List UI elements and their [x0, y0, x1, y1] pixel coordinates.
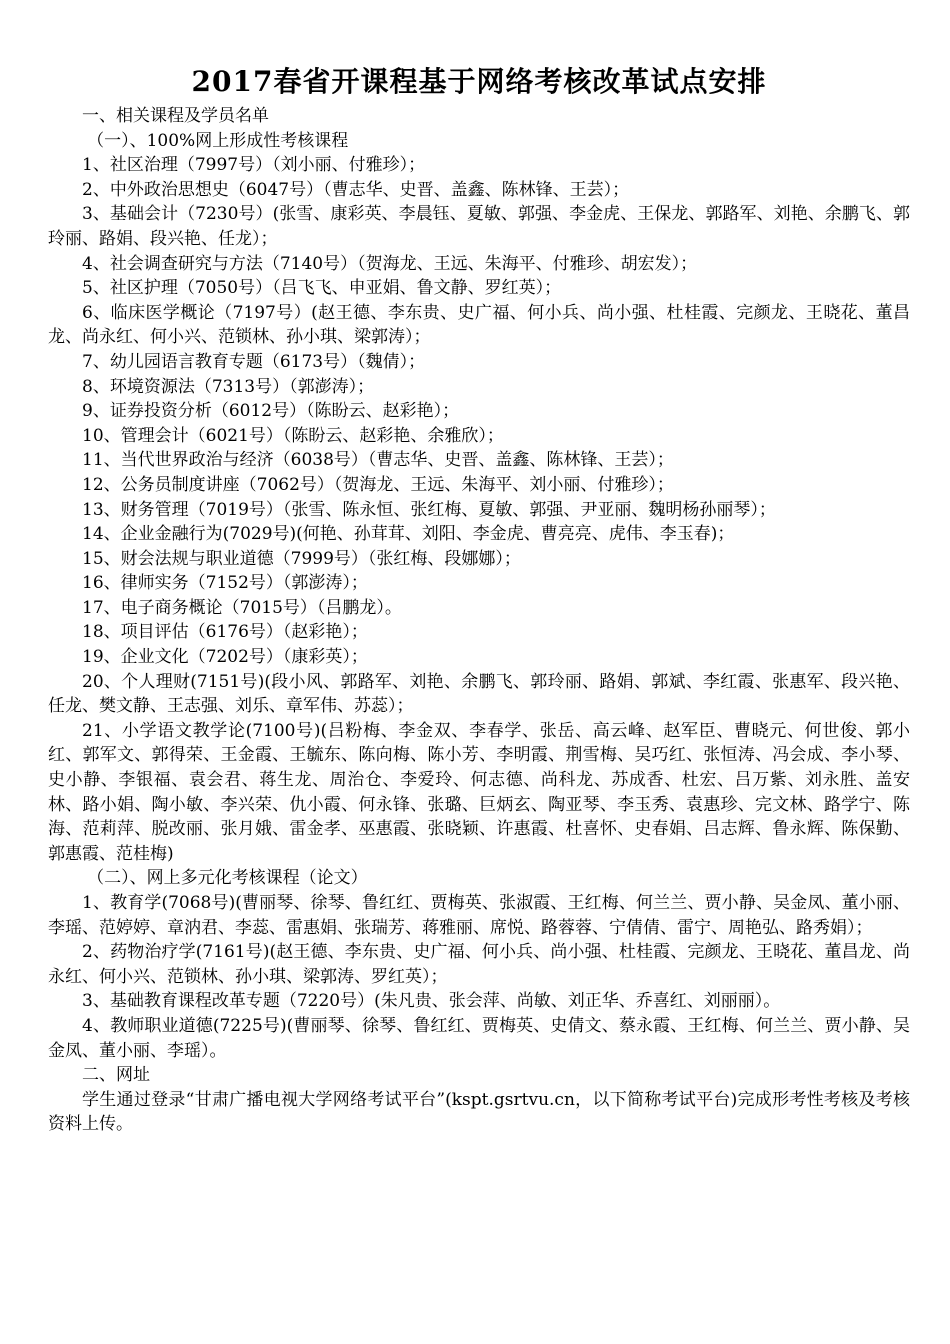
course-item: 11、当代世界政治与经济（6038号）（曹志华、史晋、盖鑫、陈林锋、王芸）； [82, 450, 674, 471]
course-item: 4、社会调查研究与方法（7140号）（贺海龙、王远、朱海平、付雅珍、胡宏发）； [82, 253, 698, 274]
course-item: 2、中外政治思想史（6047号）（曹志华、史晋、盖鑫、陈林锋、王芸）； [82, 179, 630, 200]
course-item: 6、临床医学概论（7197号）(赵王德、李东贵、史广福、何小兵、尚小强、杜桂霞、完颜龙、王晓花、董昌龙、尚永红、何小兴、范锁林、孙小琪、梁郭涛）； [48, 302, 910, 348]
section-heading-website: 二、网址 [82, 1065, 150, 1086]
course-item: 9、证券投资分析（6012号）（陈盼云、赵彩艳）； [82, 401, 460, 422]
course-item: 16、律师实务（7152号）（郭澎涛）； [82, 573, 368, 594]
subsection-heading-multi: （二）、网上多元化考核课程（论文） [87, 868, 368, 889]
course-item: 5、社区护理（7050号）（吕飞飞、申亚娟、鲁文静、罗红英）； [82, 278, 562, 299]
course-item: 1、社区治理（7997号）（刘小丽、付雅珍）； [82, 155, 426, 176]
course-item: 18、项目评估（6176号）（赵彩艳）； [82, 622, 368, 643]
course-item: 7、幼儿园语言教育专题（6173号）（魏倩）； [82, 351, 426, 372]
document-title: 2017春省开课程基于网络考核改革试点安排 [191, 65, 767, 98]
section-heading-courses: 一、相关课程及学员名单 [82, 106, 269, 126]
website-paragraph: 学生通过登录“甘肃广播电视大学网络考试平台”(kspt.gsrtvu.cn，以下简称考试平台)完成形考性考核及考核资料上传。 [48, 1089, 910, 1135]
course-item: 1、教育学(7068号)(曹丽琴、徐琴、鲁红红、贾梅英、张淑霞、王红梅、何兰兰、贾小静、吴金凤、董小丽、李瑶、范婷婷、章汭君、李蕊、雷惠娟、张瑞芳、蒋雅丽、席悦、路蓉蓉、宁倩倩、雷宁、周艳弘、路秀娟）； [48, 893, 910, 938]
course-item: 19、企业文化（7202号）（康彩英）； [82, 647, 368, 668]
course-item: 8、环境资源法（7313号）（郭澎涛）； [82, 376, 375, 397]
course-item: 12、公务员制度讲座（7062号）（贺海龙、王远、朱海平、刘小丽、付雅珍）； [82, 474, 674, 495]
course-item: 4、教师职业道德(7225号)(曹丽琴、徐琴、鲁红红、贾梅英、史倩文、蔡永霞、王红梅、何兰兰、贾小静、吴金凤、董小丽、李瑶）。 [48, 1015, 910, 1061]
course-item: 2、药物治疗学(7161号)(赵王德、李东贵、史广福、何小兵、尚小强、杜桂霞、完颜龙、王晓花、董昌龙、尚永红、何小兴、范锁林、孙小琪、梁郭涛、罗红英）； [48, 942, 910, 987]
document-page [48, 62, 910, 1137]
course-item: 13、财务管理（7019号）（张雪、陈永恒、张红梅、夏敏、郭强、尹亚丽、魏明杨孙丽琴）； [82, 499, 776, 520]
course-item: 17、电子商务概论（7015号）（吕鹏龙）。 [82, 597, 402, 618]
course-item: 15、财会法规与职业道德（7999号）（张红梅、段娜娜）； [82, 548, 521, 569]
course-item: 3、基础教育课程改革专题（7220号）(朱凡贵、张会萍、尚敏、刘正华、乔喜红、刘丽丽）。 [82, 991, 781, 1012]
subsection-heading-online: （一）、100%网上形成性考核课程 [87, 130, 349, 151]
course-item: 20、个人理财(7151号)(段小风、郭路军、刘艳、余鹏飞、郭玲丽、路娟、郭斌、李红霞、张惠军、段兴艳、任龙、樊文静、王志强、刘乐、章军伟、苏蕊）； [48, 671, 910, 717]
course-item: 21、小学语文教学论(7100号)(吕粉梅、李金双、李春学、张岳、高云峰、赵军臣、曹晓元、何世俊、郭小红、郭军文、郭得荣、王金霞、王毓东、陈向梅、陈小芳、李明霞、荆雪梅、吴巧红、张恒涛、冯会成、李小琴、史小静、李银福、袁会君、蒋生龙、周治仓、李爱玲、何志德、尚科龙、苏成香、杜宏、吕万紫、刘永胜、盖安林、路小娟、陶小敏、李兴荣、仇小霞、何永锋、张璐、巨炳玄、陶亚琴、李玉秀、袁惠珍、完文林、路学宁、陈海、范莉萍、脱改丽、张月娥、雷金孝、巫惠霞、张晓颖、许惠霞、杜喜怀、史春娟、吕志辉、鲁永辉、陈保勤、郭惠霞、范桂梅) [48, 720, 910, 864]
course-item: 10、管理会计（6021号）（陈盼云、赵彩艳、余雅欣）； [82, 425, 504, 446]
course-item: 14、企业金融行为(7029号)(何艳、孙茸茸、刘阳、李金虎、曹亮亮、虎伟、李玉春)； [82, 524, 735, 545]
course-item: 3、基础会计（7230号）(张雪、康彩英、李晨钰、夏敏、郭强、李金虎、王保龙、郭路军、刘艳、余鹏飞、郭玲丽、路娟、段兴艳、任龙）； [48, 204, 910, 249]
